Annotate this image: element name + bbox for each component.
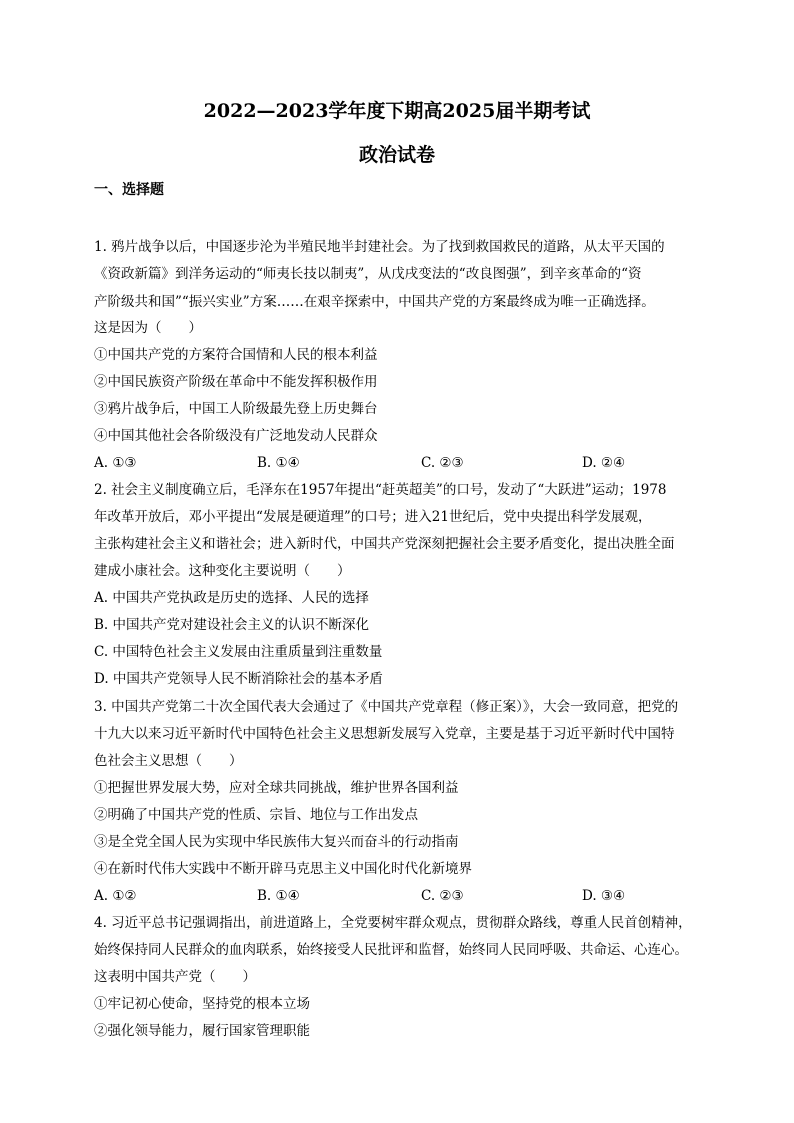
q4-item: ①牢记初心使命，坚持党的根本立场 bbox=[94, 996, 310, 1012]
q4-stem-line: 4. 习近平总书记强调指出，前进道路上，全党要树牢群众观点，贯彻群众路线，尊重人民首创精神， bbox=[94, 915, 692, 931]
q1-item: ②中国民族资产阶级在革命中不能发挥积极作用 bbox=[94, 374, 378, 390]
q3-stem-line: 十九大以来习近平新时代中国特色社会主义思想新发展写入党章，主要是基于习近平新时代中国特 bbox=[94, 726, 675, 742]
q2-stem-line: 2. 社会主义制度确立后，毛泽东在1957年提出“赶英超美”的口号，发动了“大跃进”运动；1978 bbox=[94, 482, 667, 498]
q1-stem-line: 产阶级共和国”“振兴实业”方案……在艰辛探索中，中国共产党的方案最终成为唯一正确选择。 bbox=[94, 294, 655, 310]
q2-stem-line: 建成小康社会。这种变化主要说明（ ） bbox=[94, 563, 351, 579]
q1-option-d: D. ②④ bbox=[582, 455, 626, 471]
q1-item: ④中国其他社会各阶级没有广泛地发动人民群众 bbox=[94, 428, 378, 444]
exam-subject: 政治试卷 bbox=[358, 144, 435, 166]
q3-item: ②明确了中国共产党的性质、宗旨、地位与工作出发点 bbox=[94, 807, 418, 823]
q2-option-a: A. 中国共产党执政是历史的选择、人民的选择 bbox=[94, 590, 369, 606]
q3-option-c: C. ②③ bbox=[421, 888, 464, 904]
q2-stem-line: 主张构建社会主义和谐社会；进入新时代，中国共产党深刻把握社会主要矛盾变化，提出决胜全面 bbox=[94, 536, 675, 552]
q4-stem-line: 始终保持同人民群众的血肉联系，始终接受人民批评和监督，始终同人民同呼吸、共命运、心连心。 bbox=[94, 942, 688, 958]
q2-option-c: C. 中国特色社会主义发展由注重质量到注重数量 bbox=[94, 644, 383, 660]
q2-option-b: B. 中国共产党对建设社会主义的认识不断深化 bbox=[94, 617, 370, 633]
q4-stem-line: 这表明中国共产党（ ） bbox=[94, 969, 256, 985]
q3-item: ④在新时代伟大实践中不断开辟马克思主义中国化时代化新境界 bbox=[94, 861, 472, 877]
q2-option-d: D. 中国共产党领导人民不断消除社会的基本矛盾 bbox=[94, 671, 383, 687]
q3-option-d: D. ③④ bbox=[582, 888, 626, 904]
q1-item: ①中国共产党的方案符合国情和人民的根本利益 bbox=[94, 347, 378, 363]
q3-option-a: A. ①② bbox=[94, 888, 137, 904]
q1-option-a: A. ①③ bbox=[94, 455, 137, 471]
q4-item: ②强化领导能力，履行国家管理职能 bbox=[94, 1023, 310, 1039]
q1-stem-line: 1. 鸦片战争以后，中国逐步沦为半殖民地半封建社会。为了找到救国救民的道路，从太平天国的 bbox=[94, 239, 665, 255]
q3-stem-line: 色社会主义思想（ ） bbox=[94, 753, 243, 769]
section-heading: 一、选择题 bbox=[94, 182, 164, 198]
q3-stem-line: 3. 中国共产党第二十次全国代表大会通过了《中国共产党章程（修正案）》，大会一致同意，把党的 bbox=[94, 699, 679, 715]
q3-option-b: B. ①④ bbox=[257, 888, 300, 904]
q3-item: ①把握世界发展大势，应对全球共同挑战，维护世界各国利益 bbox=[94, 780, 459, 796]
q1-item: ③鸦片战争后，中国工人阶级最先登上历史舞台 bbox=[94, 401, 378, 417]
q1-option-b: B. ①④ bbox=[257, 455, 300, 471]
q2-stem-line: 年改革开放后，邓小平提出“发展是硬道理”的口号；进入21世纪后，党中央提出科学发展观， bbox=[94, 509, 652, 525]
q3-item: ③是全党全国人民为实现中华民族伟大复兴而奋斗的行动指南 bbox=[94, 834, 459, 850]
q1-stem-line: 这是因为（ ） bbox=[94, 320, 202, 336]
exam-title: 2022—2023学年度下期高2025届半期考试 bbox=[203, 100, 591, 122]
q1-stem-line: 《资政新篇》到洋务运动的“师夷长技以制夷”，从戊戌变法的“改良图强”，到辛亥革命的“资 bbox=[94, 266, 642, 282]
q1-option-c: C. ②③ bbox=[421, 455, 464, 471]
